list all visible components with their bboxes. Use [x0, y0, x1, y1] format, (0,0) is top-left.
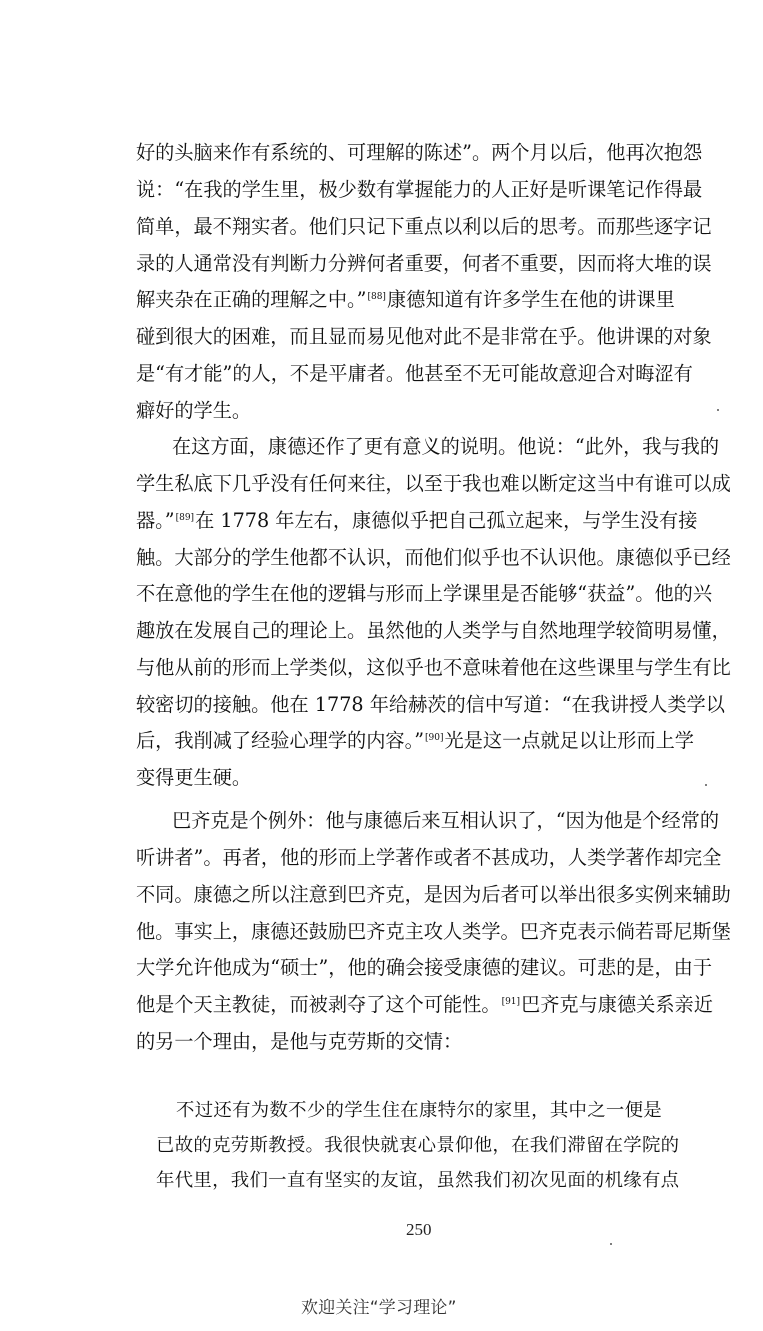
- paragraph-1-line-4: 录的人通常没有判断力分辨何者重要，何者不重要，因而将大堆的误: [136, 252, 712, 275]
- paragraph-3-line-3: 不同。康德之所以注意到巴齐克，是因为后者可以举出很多实例来辅助: [136, 883, 731, 906]
- paragraph-3-line-1: 巴齐克是个例外：他与康德后来互相认识了，“因为他是个经常的: [172, 809, 720, 832]
- paragraph-1-line-8: 癖好的学生。: [136, 399, 252, 422]
- paragraph-2-line-9: [136, 731, 694, 750]
- paragraph-3-line-6-tail: 巴齐克与康德关系亲近: [521, 993, 713, 1016]
- paragraph-2-line-6: 趣放在发展自己的理论上。虽然他的人类学与自然地理学较简明易懂，: [136, 619, 731, 642]
- footnote-90-mark: [90]: [425, 733, 444, 743]
- paragraph-1-line-7: 是“有才能”的人，不是平庸者。他甚至不无可能故意迎合对晦涩有: [136, 362, 693, 385]
- paragraph-3-line-6-text: 他是个天主教徒，而被剥夺了这个可能性。: [136, 993, 501, 1016]
- scan-speck: [717, 409, 719, 411]
- paragraph-1-line-5-tail: 康德知道有许多学生在他的讲课里: [386, 288, 675, 311]
- paragraph-1-line-1: 好的头脑来作有系统的、可理解的陈述”。两个月以后，他再次抱怨: [136, 141, 703, 164]
- paragraph-2-line-8: 较密切的接触。他在 1778 年给赫茨的信中写道：“在我讲授人类学以: [136, 693, 725, 716]
- paragraph-3-line-5: 大学允许他成为“硕士”，他的确会接受康德的建议。可悲的是，由于: [136, 956, 713, 979]
- paragraph-1-line-2: 说：“在我的学生里，极少数有掌握能力的人正好是听课笔记作得最: [136, 178, 703, 201]
- paragraph-2-line-4: 触。大部分的学生他都不认识，而他们似乎也不认识他。康德似乎已经: [136, 546, 731, 569]
- scan-speck: [705, 784, 707, 786]
- paragraph-2-line-5: 不在意他的学生在他的逻辑与形而上学课里是否能够“获益”。他的兴: [136, 582, 713, 605]
- footer-note: 欢迎关注“学习理论”: [301, 1298, 457, 1318]
- paragraph-1-line-5: [136, 290, 675, 309]
- paragraph-3-line-4: 他。事实上，康德还鼓励巴齐克主攻人类学。巴齐克表示倘若哥尼斯堡: [136, 920, 731, 943]
- paragraph-3-line-6: [136, 995, 713, 1014]
- paragraph-1-line-6: 碰到很大的困难，而且显而易见他对此不是非常在乎。他讲课的对象: [136, 325, 712, 348]
- footnote-89-mark: [89]: [175, 513, 195, 523]
- paragraph-2-line-9-tail: 光是这一点就足以让形而上学: [444, 729, 694, 752]
- paragraph-2-line-3-text: 器。”: [136, 509, 175, 532]
- paragraph-2-line-7: 与他从前的形而上学类似，这似乎也不意味着他在这些课里与学生有比: [136, 656, 731, 679]
- page-number: 250: [406, 1220, 432, 1239]
- quote-line-2: 已故的克劳斯教授。我很快就衷心景仰他，在我们滞留在学院的: [156, 1135, 680, 1156]
- paragraph-3-line-7: 的另一个理由，是他与克劳斯的交情：: [136, 1030, 463, 1053]
- footnote-88-mark: [88]: [367, 292, 386, 302]
- quote-line-1: 不过还有为数不少的学生住在康特尔的家里，其中之一便是: [176, 1100, 662, 1121]
- paragraph-2-line-3-tail: 在 1778 年左右，康德似乎把自己孤立起来，与学生没有接: [195, 509, 698, 532]
- footnote-91-mark: [91]: [501, 997, 521, 1007]
- paragraph-2-line-9-text: 后，我削减了经验心理学的内容。”: [136, 729, 425, 752]
- paragraph-1-line-5-text: 解夹杂在正确的理解之中。”: [136, 288, 367, 311]
- quote-line-3: 年代里，我们一直有坚实的友谊，虽然我们初次见面的机缘有点: [156, 1170, 680, 1191]
- scan-speck: [610, 1243, 612, 1245]
- paragraph-2-line-2: 学生私底下几乎没有任何来往，以至于我也难以断定这当中有谁可以成: [136, 472, 731, 495]
- paragraph-1-line-3: 简单，最不翔实者。他们只记下重点以利以后的思考。而那些逐字记: [136, 215, 712, 238]
- paragraph-2-line-1: 在这方面，康德还作了更有意义的说明。他说：“此外，我与我的: [172, 435, 720, 458]
- paragraph-2-line-3: [136, 511, 697, 530]
- paragraph-2-line-10: 变得更生硬。: [136, 766, 252, 789]
- paragraph-3-line-2: 听讲者”。再者，他的形而上学著作或者不甚成功，人类学著作却完全: [136, 846, 722, 869]
